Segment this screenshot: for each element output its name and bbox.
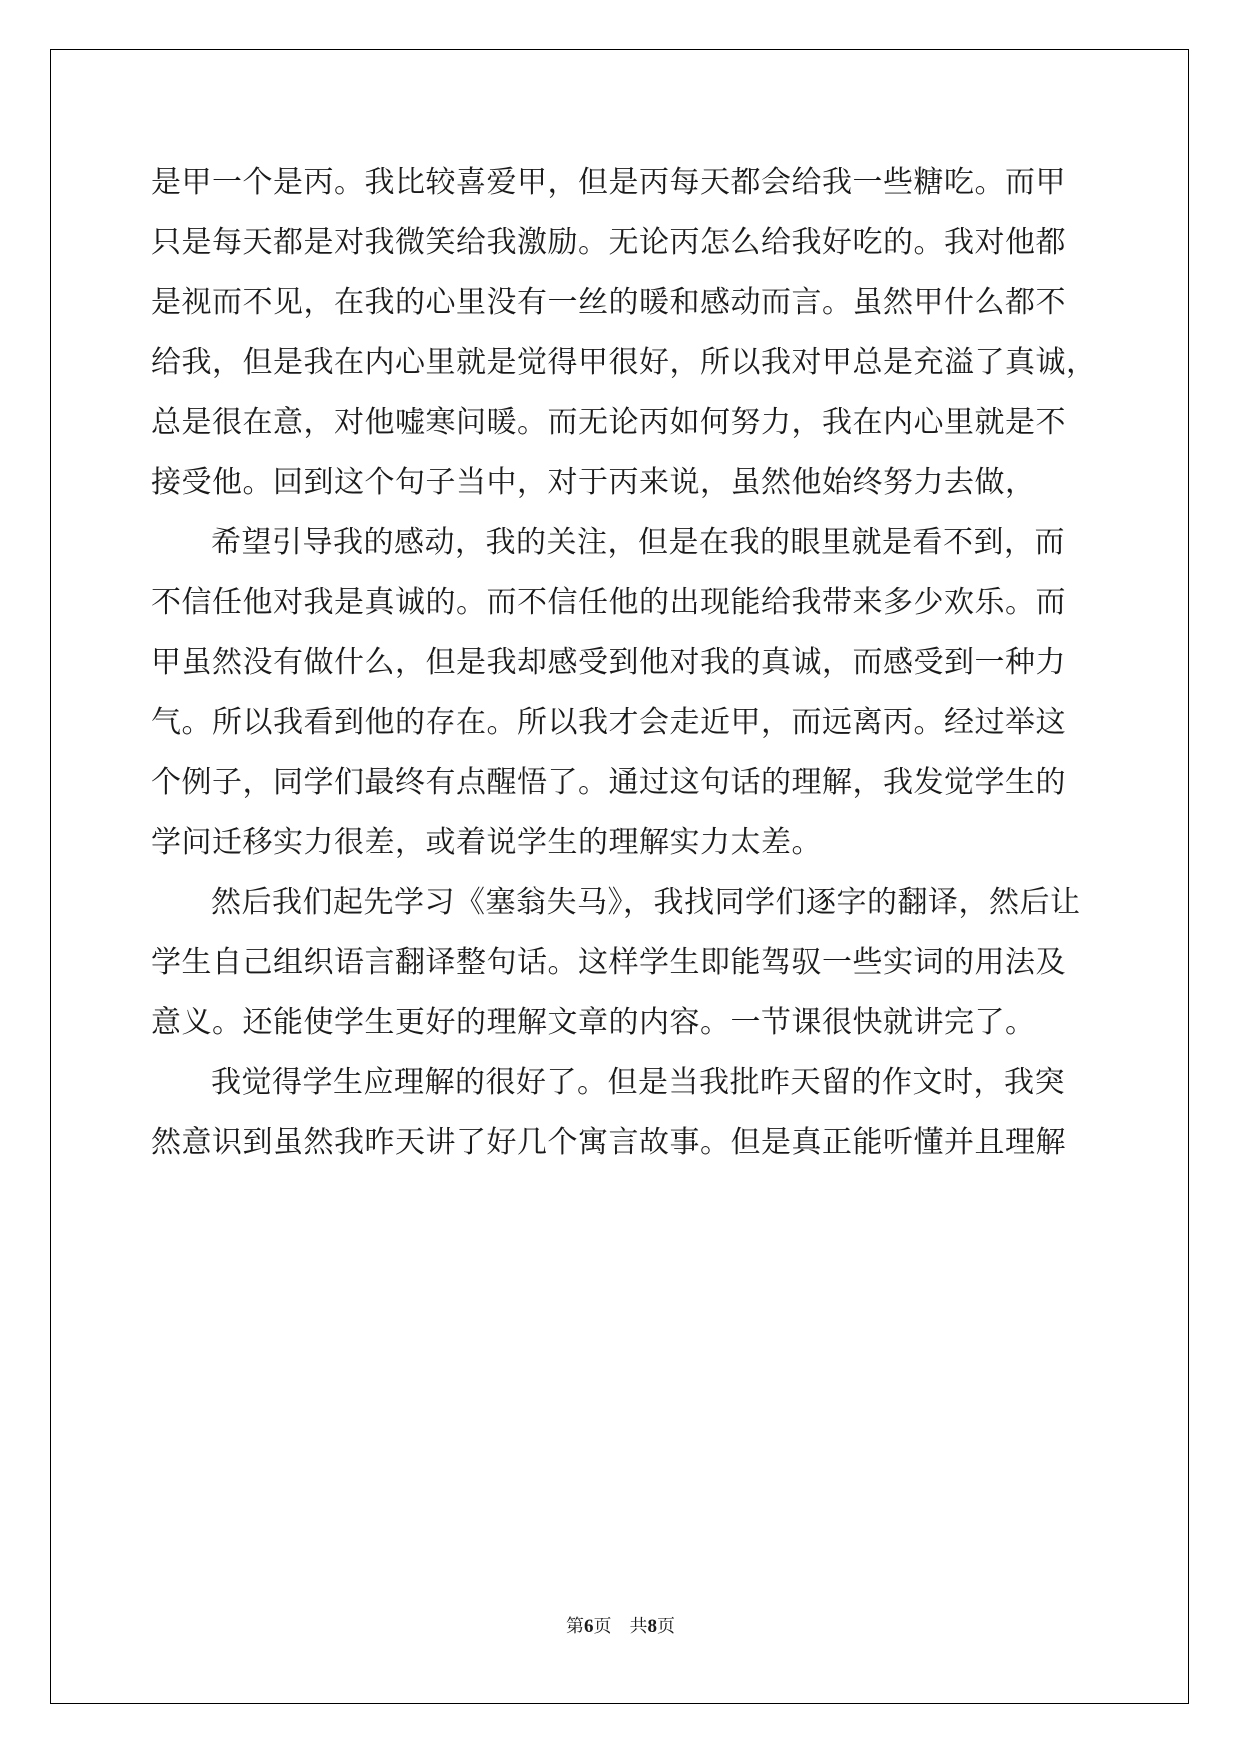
text-line: 然后我们起先学习《塞翁失马》，我找同学们逐字的翻译，然后让	[211, 885, 1081, 920]
text-line: 是视而不见，在我的心里没有一丝的暖和感动而言。虽然甲什么都不	[151, 285, 1066, 320]
page-total-prefix: 共	[629, 1616, 648, 1637]
page-number-suffix: 页	[593, 1616, 612, 1637]
text-line: 个例子，同学们最终有点醒悟了。通过这句话的理解，我发觉学生的	[151, 765, 1066, 800]
page-total-suffix: 页	[657, 1616, 675, 1637]
text-line: 是甲一个是丙。我比较喜爱甲，但是丙每天都会给我一些糖吃。而甲	[151, 165, 1066, 200]
text-line: 甲虽然没有做什么，但是我却感受到他对我的真诚，而感受到一种力	[151, 645, 1066, 680]
text-line: 给我，但是我在内心里就是觉得甲很好，所以我对甲总是充溢了真诚，	[151, 345, 1097, 380]
text-line: 学生自己组织语言翻译整句话。这样学生即能驾驭一些实词的用法及	[151, 945, 1066, 980]
page-total: 8	[647, 1616, 657, 1637]
document-body	[151, 153, 1101, 1173]
page-footer	[0, 1612, 1241, 1638]
text-line: 我觉得学生应理解的很好了。但是当我批昨天留的作文时，我突	[211, 1065, 1065, 1100]
page-number-prefix: 第	[566, 1616, 584, 1637]
text-line: 学问迁移实力很差，或着说学生的理解实力太差。	[151, 825, 822, 860]
text-line: 意义。还能使学生更好的理解文章的内容。一节课很快就讲完了。	[151, 1005, 1036, 1040]
text-line: 气。所以我看到他的存在。所以我才会走近甲，而远离丙。经过举这	[151, 705, 1066, 740]
text-line: 接受他。回到这个句子当中，对于丙来说，虽然他始终努力去做，	[151, 465, 1036, 500]
text-line: 希望引导我的感动，我的关注，但是在我的眼里就是看不到，而	[211, 525, 1065, 560]
text-line: 不信任他对我是真诚的。而不信任他的出现能给我带来多少欢乐。而	[151, 585, 1066, 620]
text-line: 总是很在意，对他嘘寒问暖。而无论丙如何努力，我在内心里就是不	[151, 405, 1066, 440]
page-number-current: 6	[584, 1616, 594, 1637]
text-line: 只是每天都是对我微笑给我激励。无论丙怎么给我好吃的。我对他都	[151, 225, 1066, 260]
text-line: 然意识到虽然我昨天讲了好几个寓言故事。但是真正能听懂并且理解	[151, 1125, 1066, 1160]
